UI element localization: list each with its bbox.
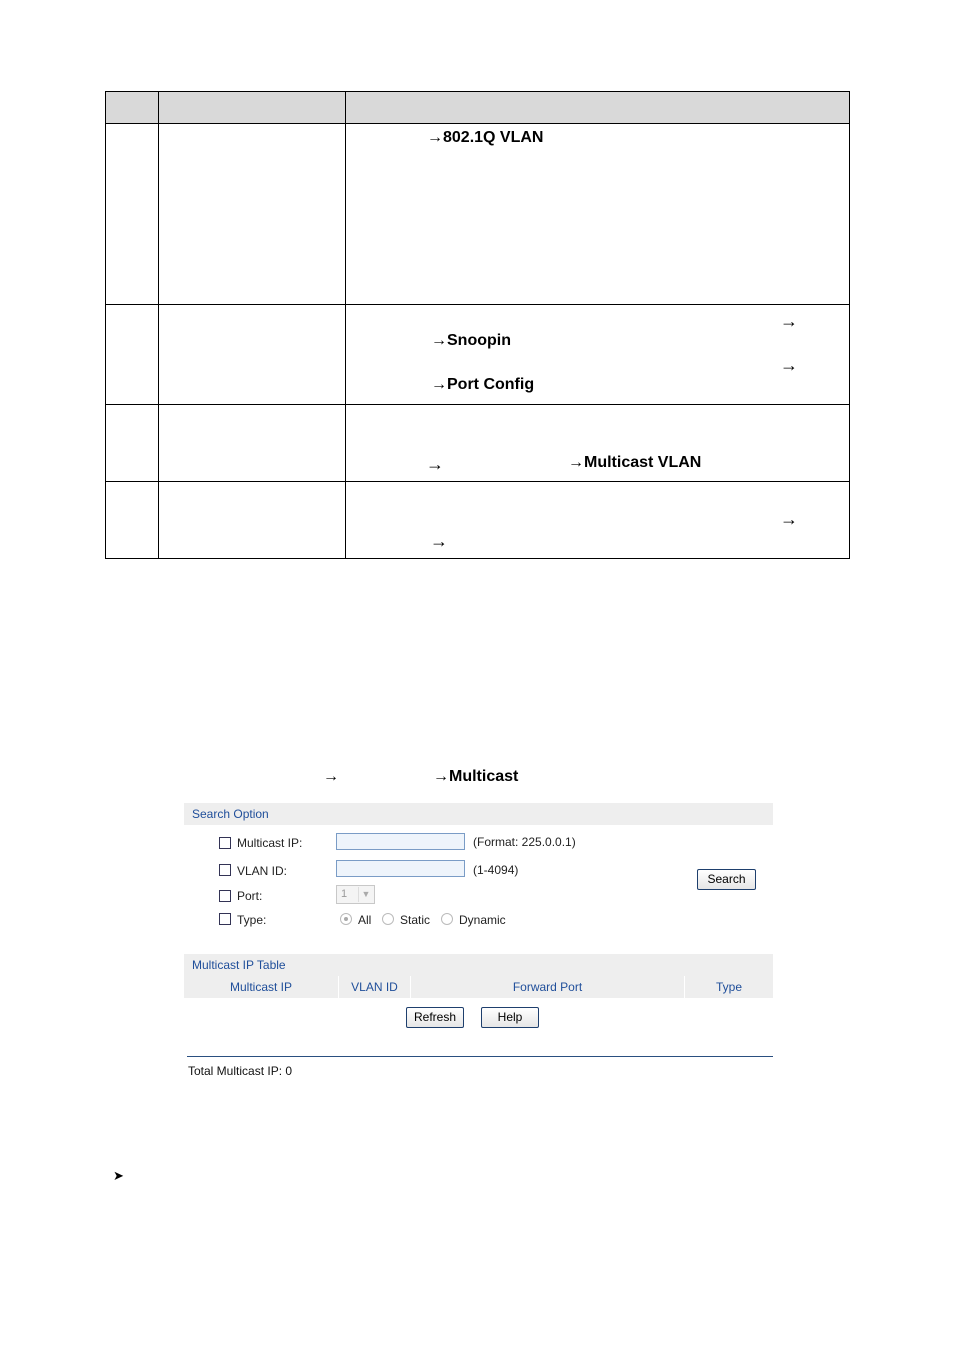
- header-cell-step: [106, 92, 159, 124]
- operation-cell: [159, 305, 346, 405]
- operation-cell: [159, 405, 346, 482]
- search-option-title: Search Option: [184, 803, 773, 825]
- type-radio-static[interactable]: [382, 913, 394, 925]
- table-row: [106, 405, 850, 482]
- vlan-id-label: VLAN ID:: [237, 864, 288, 878]
- header-cell-description: [346, 92, 850, 124]
- table-header-row: [106, 92, 850, 124]
- type-option-static: Static: [400, 913, 431, 927]
- column-header-type: Type: [684, 976, 773, 998]
- port-label: Port:: [237, 889, 263, 903]
- menu-path-text: →802.1Q VLAN: [427, 129, 544, 146]
- vlan-id-hint: (1-4094): [473, 863, 519, 877]
- step-cell: [106, 405, 159, 482]
- description-cell: [346, 405, 850, 482]
- arrow-icon: →: [780, 311, 798, 331]
- search-button[interactable]: Search: [697, 869, 756, 890]
- column-header-forward-port: Forward Port: [410, 976, 684, 998]
- type-option-all: All: [358, 913, 372, 927]
- header-cell-operation: [159, 92, 346, 124]
- vlan-id-checkbox[interactable]: [219, 864, 231, 876]
- menu-path-text: →Multicast VLAN: [568, 454, 702, 471]
- type-radio-dynamic[interactable]: [441, 913, 453, 925]
- menu-path-text: →Snoopin: [431, 332, 511, 349]
- multicast-ip-checkbox[interactable]: [219, 837, 231, 849]
- arrow-icon: →: [430, 531, 448, 551]
- steps-table: [105, 91, 850, 559]
- type-checkbox[interactable]: [219, 913, 231, 925]
- menu-path-text: →Multicast: [433, 768, 519, 785]
- total-multicast-ip: Total Multicast IP: 0: [188, 1064, 293, 1078]
- arrow-icon: →: [780, 509, 798, 529]
- arrow-icon: →: [323, 768, 339, 785]
- description-cell: [346, 482, 850, 559]
- help-button[interactable]: Help: [481, 1007, 539, 1028]
- type-radio-all[interactable]: [340, 913, 352, 925]
- multicast-ip-panel: [184, 803, 773, 1078]
- table-row: [106, 124, 850, 305]
- multicast-ip-label: Multicast IP:: [237, 836, 303, 850]
- description-cell: [346, 124, 850, 305]
- step-cell: [106, 124, 159, 305]
- bullet-arrow-icon: ➤: [113, 1168, 124, 1183]
- operation-cell: [159, 124, 346, 305]
- menu-path-text: →Port Config: [431, 376, 535, 393]
- column-header-vlan-id: VLAN ID: [338, 976, 410, 998]
- multicast-ip-input[interactable]: [336, 833, 465, 850]
- port-checkbox[interactable]: [219, 890, 231, 902]
- refresh-button[interactable]: Refresh: [406, 1007, 464, 1028]
- arrow-icon: →: [426, 454, 444, 474]
- divider: [187, 1056, 773, 1057]
- column-header-multicast-ip: Multicast IP: [184, 976, 338, 998]
- arrow-icon: →: [780, 355, 798, 375]
- table-row: [106, 305, 850, 405]
- chevron-down-icon: ▼: [358, 887, 373, 902]
- step-cell: [106, 482, 159, 559]
- multicast-ip-table-title: Multicast IP Table: [184, 954, 773, 976]
- description-cell: [346, 305, 850, 405]
- port-select-value: 1: [341, 888, 348, 900]
- vlan-id-input[interactable]: [336, 860, 465, 877]
- type-option-dynamic: Dynamic: [459, 913, 506, 927]
- step-cell: [106, 305, 159, 405]
- operation-cell: [159, 482, 346, 559]
- type-label: Type:: [237, 913, 267, 927]
- table-row: [106, 482, 850, 559]
- port-select[interactable]: [336, 885, 375, 904]
- multicast-ip-hint: (Format: 225.0.0.1): [473, 835, 576, 849]
